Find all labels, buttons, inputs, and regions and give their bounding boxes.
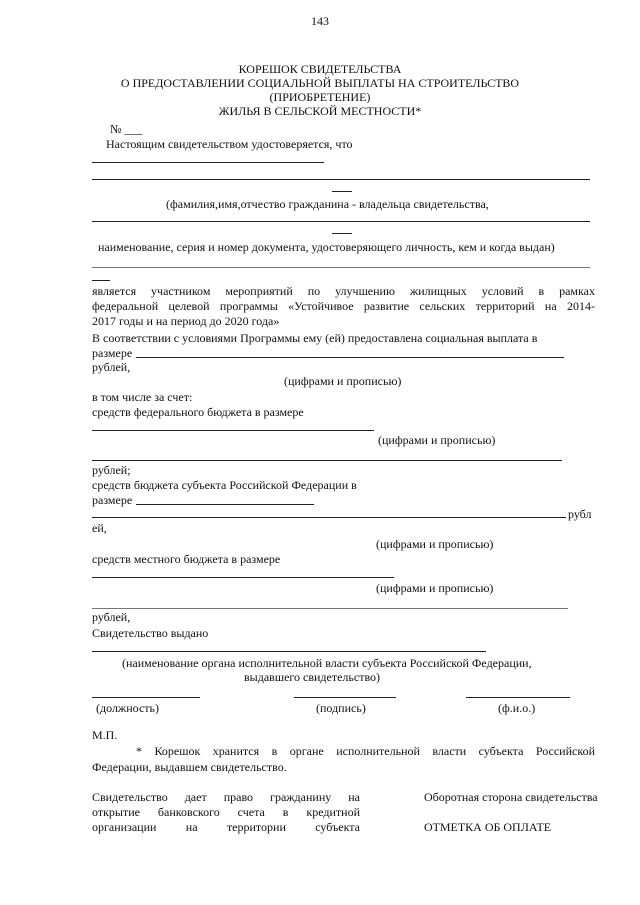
participant-line-2: федеральной целевой программы «Устойчивое развитие сельских территорий на 2014- xyxy=(92,299,595,313)
document-short-dash xyxy=(92,280,110,281)
total-digits-caption: (цифрами и прописью) xyxy=(284,374,402,388)
regional-rubl-label: рубл xyxy=(568,507,592,521)
total-size-label: размере xyxy=(92,346,133,360)
authority-caption-line-1: (наименование органа исполнительной власти субъекта Российской Федерации, xyxy=(122,656,532,670)
certificate-number-label: № ___ xyxy=(110,122,143,136)
federal-rubles-label: рублей; xyxy=(92,463,131,477)
page-number: 143 xyxy=(311,14,329,28)
regional-size-label: размере xyxy=(92,493,133,507)
signature-field[interactable] xyxy=(294,697,396,698)
local-rubles-label: рублей, xyxy=(92,610,131,624)
bottom-left-line-1: Свидетельство дает право гражданину на xyxy=(92,790,360,804)
federal-digits-caption: (цифрами и прописью) xyxy=(378,433,496,447)
authority-caption-line-2: выдавшего свидетельство) xyxy=(244,670,381,684)
owner-document-line[interactable] xyxy=(92,221,590,222)
document-line[interactable] xyxy=(92,267,590,268)
program-text: В соответствии с условиями Программы ему (ей) предоставлена социальная выплата в xyxy=(92,331,538,345)
footnote-line-1: * Корешок хранится в органе исполнительной власти субъекта Российской xyxy=(136,744,595,758)
issued-label: Свидетельство выдано xyxy=(92,626,209,640)
regional-ey-label: ей, xyxy=(92,521,107,535)
regional-budget-label: средств бюджета субъекта Российской Федерации в xyxy=(92,478,357,492)
owner-document-short-dash xyxy=(332,233,352,234)
signature-caption: (подпись) xyxy=(316,701,366,715)
title-line-1: КОРЕШОК СВИДЕТЕЛЬСТВА xyxy=(238,62,402,76)
initials-field[interactable] xyxy=(466,697,570,698)
total-rubles-label: рублей, xyxy=(92,360,131,374)
bottom-left-line-2: открытие банковского счета в кредитной xyxy=(92,805,360,819)
local-budget-label: средств местного бюджета в размере xyxy=(92,552,281,566)
bottom-right-line-2: ОТМЕТКА ОБ ОПЛАТЕ xyxy=(424,820,552,834)
participant-line-1: является участником мероприятий по улучшению жилищных условий в рамках xyxy=(92,284,595,298)
federal-amount-field-continued[interactable] xyxy=(92,460,562,461)
local-amount-field-continued[interactable] xyxy=(92,608,568,609)
position-caption: (должность) xyxy=(96,701,159,715)
bottom-left-line-3: организации на территории субъекта xyxy=(92,820,360,834)
owner-name-line[interactable] xyxy=(92,179,590,180)
participant-line-3: 2017 годы и на период до 2020 года» xyxy=(92,314,280,328)
title-line-2: О ПРЕДОСТАВЛЕНИИ СОЦИАЛЬНОЙ ВЫПЛАТЫ НА СТРОИТЕЛЬСТВО xyxy=(120,76,520,90)
owner-name-line-short[interactable] xyxy=(92,162,324,163)
stamp-label: М.П. xyxy=(92,728,118,742)
local-amount-field[interactable] xyxy=(92,577,394,578)
position-field[interactable] xyxy=(92,697,200,698)
title-line-3: (ПРИОБРЕТЕНИЕ) xyxy=(269,90,371,104)
local-digits-caption: (цифрами и прописью) xyxy=(376,581,494,595)
footnote-line-2: Федерации, выдавшем свидетельство. xyxy=(92,760,287,774)
document-caption: наименование, серия и номер документа, удостоверяющего личность, кем и когда выдан) xyxy=(98,240,555,254)
title-line-4: ЖИЛЬЯ В СЕЛЬСКОЙ МЕСТНОСТИ* xyxy=(218,104,422,118)
total-amount-field[interactable] xyxy=(136,357,564,358)
federal-amount-field[interactable] xyxy=(92,430,374,431)
issuing-authority-field[interactable] xyxy=(92,651,486,652)
certify-text: Настоящим свидетельством удостоверяется, что xyxy=(106,137,353,151)
initials-caption: (ф.и.о.) xyxy=(498,701,536,715)
bottom-right-line-1: Оборотная сторона свидетельства xyxy=(424,790,598,804)
owner-name-short-dash xyxy=(332,191,352,192)
federal-budget-label: средств федерального бюджета в размере xyxy=(92,405,304,419)
fio-caption: (фамилия,имя,отчество гражданина - владельца свидетельства, xyxy=(166,197,489,211)
regional-digits-caption: (цифрами и прописью) xyxy=(376,537,494,551)
including-label: в том числе за счет: xyxy=(92,390,193,404)
regional-amount-field-full[interactable] xyxy=(92,517,566,518)
regional-amount-field[interactable] xyxy=(136,504,314,505)
